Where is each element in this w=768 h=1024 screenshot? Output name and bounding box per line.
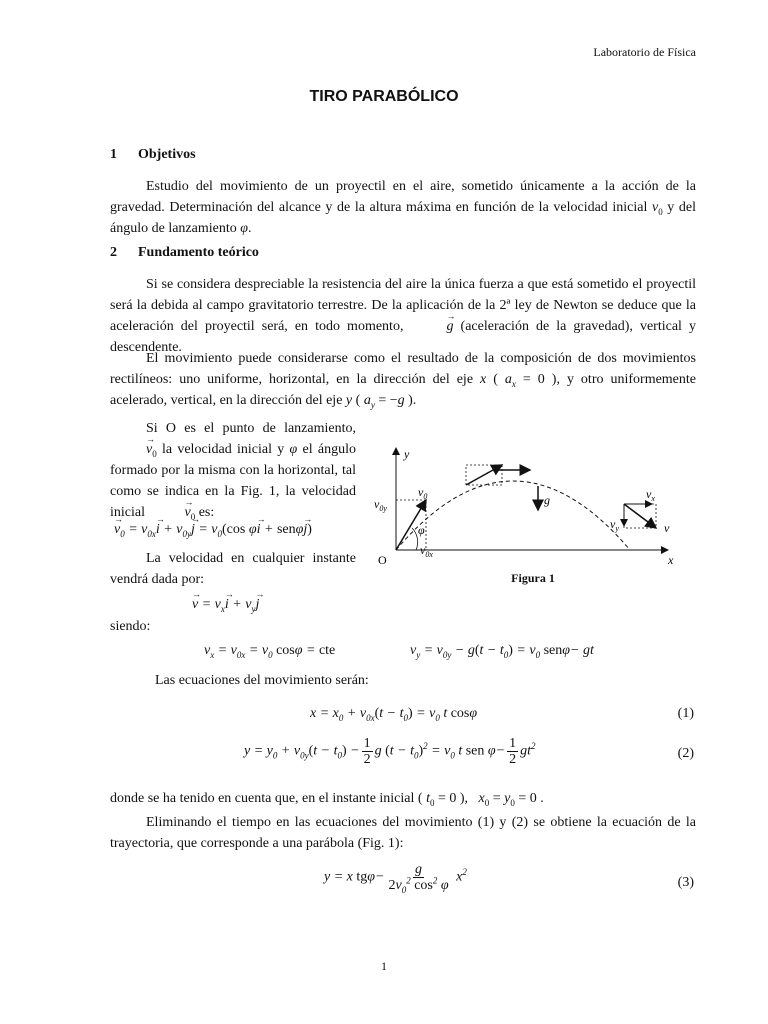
v0y-label: $v_{0y}$: [374, 497, 387, 513]
equation-2: $y = y_0 + v_{0y}(t - t_0)$ − $\frac{1}{2}$ g $(t - t_0)^2 = v_0$ t sen φ− $\frac{1}{2}$ $gt^2$: [244, 736, 536, 767]
equation-vx: $v_x = v_{0x} = v_0$ cosφ = cte: [204, 643, 336, 660]
equation-vy: $v_y = v_{0y} - g(t - t_0) = v_0$ senφ− gt: [410, 643, 594, 660]
theory-p3-text-b: la velocidad inicial y: [156, 442, 290, 457]
initial-conditions-label: donde se ha tenido en cuenta que, en el instante inicial: [110, 791, 415, 806]
origin-label: O: [378, 553, 387, 566]
page-title: TIRO PARABÓLICO: [309, 88, 459, 105]
equations-intro: Las ecuaciones del movimiento serán:: [155, 673, 369, 688]
section-2-title: Fundamento teórico: [138, 245, 259, 260]
mid-velocity-vector: [466, 465, 502, 485]
header-lab-name: Laboratorio de Física: [593, 45, 696, 59]
theory-paragraph-2: El movimiento puede considerarse como el resultado de la composición de dos movimientos rectilíneos: uno uniforme, horizontal, en la dirección del eje x ( $a_x = 0$ ), y otro uniformemente acelerado, vertical, en la dirección del eje y ( $a_y = -g$ ).: [110, 351, 697, 410]
theory-paragraph-4: [110, 548, 356, 590]
section-2-number: 2: [110, 245, 117, 260]
siendo-label: siendo:: [110, 619, 151, 634]
page-number: 1: [381, 959, 387, 973]
initial-conditions-text: donde se ha tenido en cuenta que, en el instante inicial ( $t_0 = 0$ ), $x_0 = y_0 = 0$ .: [110, 791, 544, 808]
equation-2-number: (2): [677, 746, 694, 761]
vy-label: $v_y$: [610, 517, 619, 533]
trajectory-curve: [396, 481, 630, 550]
equation-initial-velocity: → $v_0 = v_{0x}\to i + v_{0y}\to j = v_0(\cos$ φ→ i + senφ→ j): [114, 519, 312, 540]
y-axis-label: y: [404, 447, 410, 461]
trajectory-paragraph: [110, 812, 696, 854]
gravity-label: g: [544, 493, 550, 507]
objectives-paragraph: Estudio del movimiento de un proyectil en el aire, sometido únicamente a la acción de la gravedad. Determinación del alcance y de la altura máxima en función de la velocidad inicial $v_0$ y del ángulo de lanzamiento φ.: [110, 179, 696, 236]
objectives-text-b: y del ángulo de lanzamiento: [110, 200, 696, 236]
angle-label: φ: [418, 523, 425, 537]
theory-p3-text-d: es:: [195, 505, 215, 520]
v0-label: $v_0$: [418, 485, 428, 501]
equation-3-number: (3): [677, 875, 694, 890]
theory-p1-text-a: Si se considera despreciable la resistencia del aire la única fuerza a que está sometido el proyectil será la debida al campo gravitatorio terrestre. De la aplicación de la 2ª ley de Newton se deduce que la aceleración del proyectil será, en todo momento,: [110, 277, 696, 334]
theory-p3-text-a: Si O es el punto de lanzamiento,: [146, 421, 356, 436]
theory-p2-text-a: El movimiento puede considerarse como el resultado de la composición de dos movimientos rectilíneos: uno uniforme, horizontal, en la dirección del eje: [110, 351, 696, 387]
section-1-heading: [110, 144, 196, 165]
end-velocity-vector: [624, 504, 656, 528]
theory-p1-text-b: (aceleración de la gravedad), vertical y descendente.: [110, 319, 696, 355]
section-1-title: Objetivos: [138, 147, 196, 162]
figure-1-diagram: [368, 440, 698, 566]
theory-paragraph-3: Si O es el punto de lanzamiento,→ $v_0$ la velocidad inicial y φ el ángulo formado por la misma con la horizontal, tal como se indica en la Fig. 1, la velocidad inicial → $v_0$ es:: [110, 418, 356, 523]
equation-1-number: (1): [677, 706, 694, 721]
theory-p3-text-c: el ángulo formado por la misma con la horizontal, tal como se indica en la Fig. 1, la velocidad inicial: [110, 442, 356, 520]
equation-3: y = x tgφ− $\frac{g}{2v_0^2 \cos^2 \varphi}$ $x^2$: [324, 862, 467, 895]
v0x-label: $v_{0x}$: [420, 543, 433, 559]
objectives-text-a: Estudio del movimiento de un proyectil en el aire, sometido únicamente a la acción de la gravedad. Determinación del alcance y de la altura máxima en función de la velocidad inicial: [110, 179, 696, 215]
angle-arc: [412, 528, 418, 550]
theory-p4-text: La velocidad en cualquier instante vendrá dada por:: [110, 551, 356, 587]
section-2-heading: [110, 242, 259, 263]
trajectory-text: Eliminando el tiempo en las ecuaciones del movimiento (1) y (2) se obtiene la ecuación de la trayectoria, que corresponde a una parábola (Fig. 1):: [110, 815, 696, 851]
x-axis-label: x: [668, 553, 674, 566]
figure-1-caption: Figura 1: [511, 571, 555, 585]
equation-velocity: → $v = v_x\to i + v_y\to j$: [192, 594, 259, 615]
equation-1: $x = x_0 + v_{0x}(t - t_0) = v_0$ t cosφ: [310, 706, 478, 723]
section-1-number: 1: [110, 147, 117, 162]
v-label: v: [664, 521, 670, 535]
vx-label: $v_x$: [646, 487, 655, 503]
theory-p2-text-b: , y otro uniformemente acelerado, vertical, en la dirección del eje: [110, 372, 697, 408]
theory-paragraph-1: Si se considera despreciable la resistencia del aire la única fuerza a que está sometido el proyectil será la debida al campo gravitatorio terrestre. De la aplicación de la 2ª ley de Newton se deduce que la aceleración del proyectil será, en todo momento, → g (aceleración de la gravedad), vertical y descendente.: [110, 274, 696, 358]
